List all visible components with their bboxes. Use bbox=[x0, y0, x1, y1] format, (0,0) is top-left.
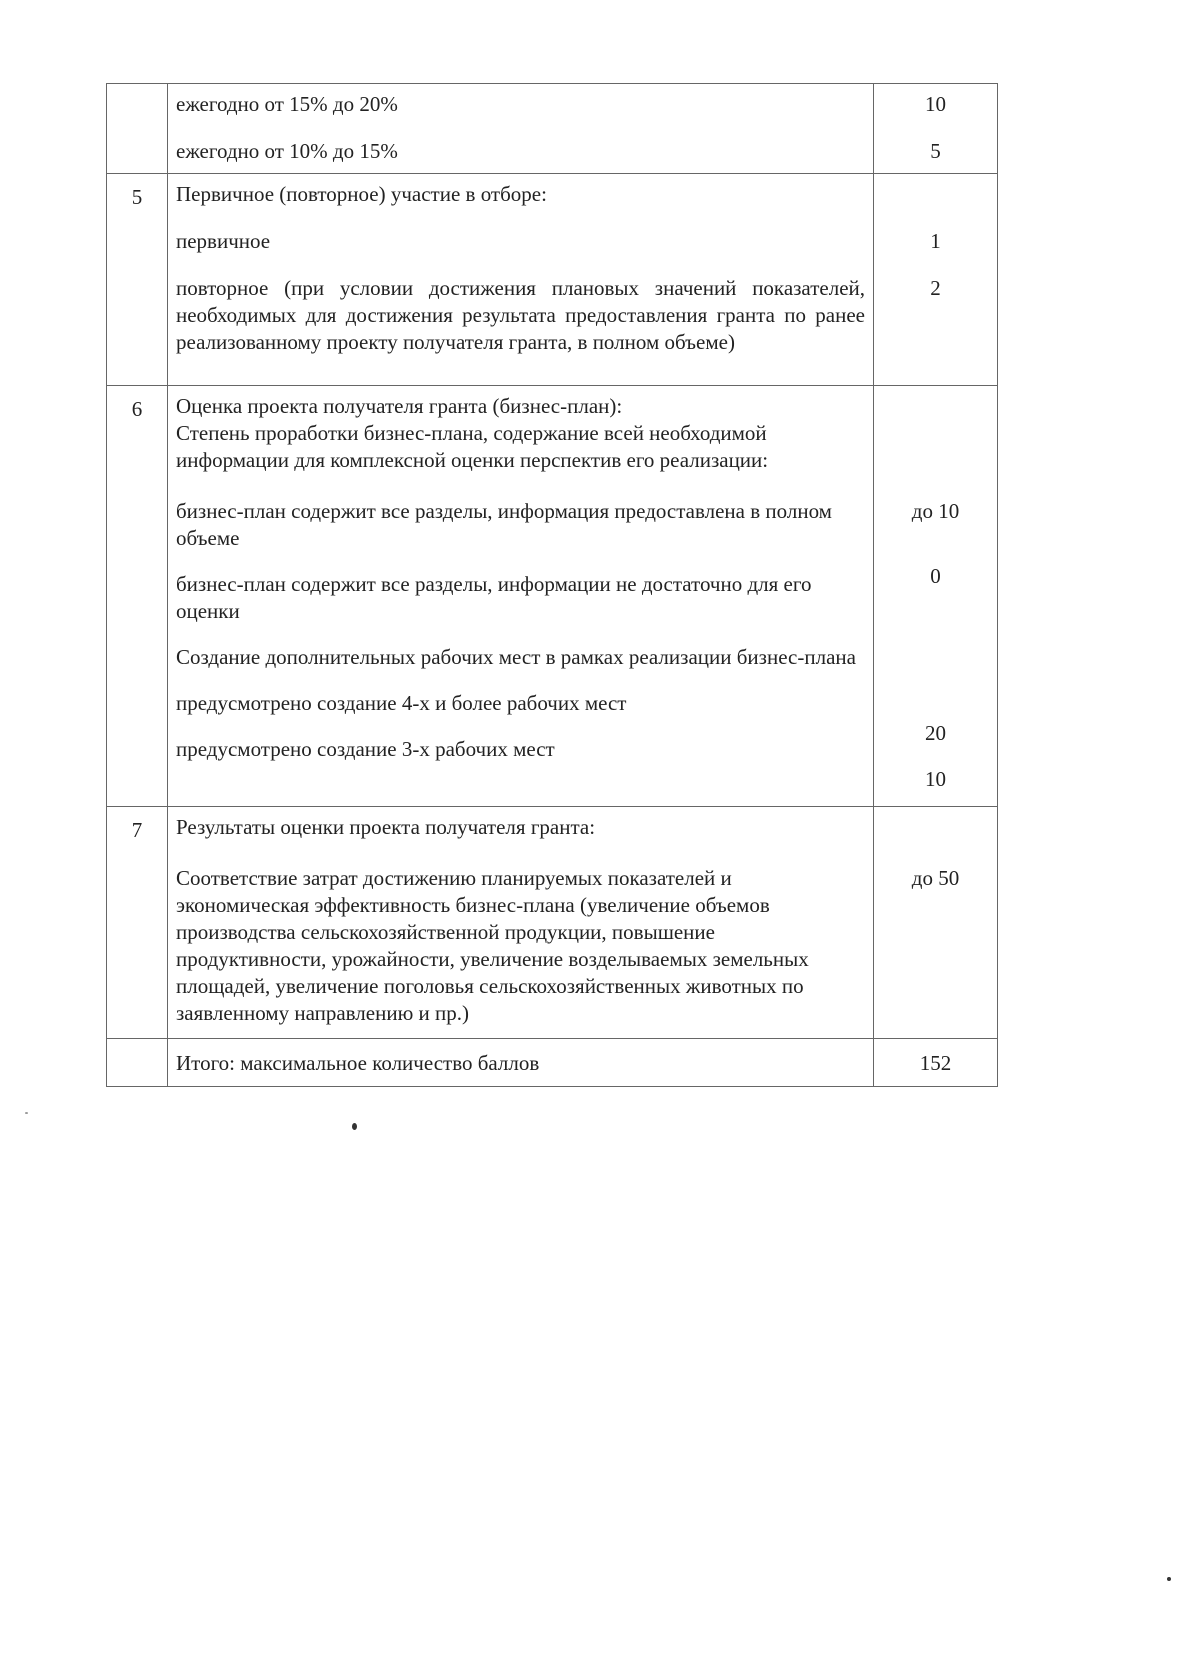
score-cell bbox=[874, 84, 998, 174]
score-value: 0 bbox=[930, 564, 941, 588]
scan-speck bbox=[25, 1112, 28, 1114]
table-row-total bbox=[107, 1039, 998, 1087]
table-row bbox=[107, 174, 998, 386]
table-row bbox=[107, 84, 998, 174]
criterion-text bbox=[168, 174, 874, 386]
scan-speck bbox=[352, 1123, 357, 1130]
criterion-option: предусмотрено создание 4-х и более рабочих мест bbox=[176, 691, 627, 715]
row-number bbox=[107, 84, 168, 174]
score-value: до 10 bbox=[911, 499, 960, 523]
score-value: 2 bbox=[930, 276, 941, 300]
score-value: до 50 bbox=[911, 866, 960, 890]
criterion-subheading: Создание дополнительных рабочих мест в рамках реализации бизнес-плана bbox=[176, 645, 856, 669]
criterion-option: бизнес-план содержит все разделы, информация предоставлена в полном объеме bbox=[176, 499, 832, 550]
score-cell bbox=[874, 807, 998, 1039]
criterion-option: первичное bbox=[176, 229, 271, 253]
row-number bbox=[107, 1039, 168, 1087]
score-value: 10 bbox=[925, 767, 946, 791]
criterion-option: ежегодно от 15% до 20% bbox=[176, 92, 398, 116]
row-number: 6 bbox=[107, 386, 168, 807]
criterion-option: ежегодно от 10% до 15% bbox=[176, 139, 398, 163]
criterion-option: Соответствие затрат достижению планируемых показателей и экономическая эффективность бизнес-плана (увеличение объемов производства сельскохозяйственной продукции, повышение продуктивности, урожайности, увеличение возделываемых земельных площадей, увеличение поголовья сельскохозяйственных животных по заявленному направлению и пр.) bbox=[176, 866, 809, 1025]
scan-speck bbox=[1167, 1577, 1171, 1581]
table-row bbox=[107, 807, 998, 1039]
score-cell bbox=[874, 174, 998, 386]
criterion-subheading: Степень проработки бизнес-плана, содержание всей необходимой информации для комплексной оценки перспектив его реализации: bbox=[176, 421, 769, 472]
row-number: 5 bbox=[107, 174, 168, 386]
score-value: 10 bbox=[925, 92, 946, 116]
total-label: Итого: максимальное количество баллов bbox=[168, 1039, 874, 1087]
scoring-criteria-table bbox=[106, 83, 998, 1087]
criterion-heading: Результаты оценки проекта получателя гранта: bbox=[176, 815, 596, 839]
criterion-heading: Первичное (повторное) участие в отборе: bbox=[176, 182, 547, 206]
row-number: 7 bbox=[107, 807, 168, 1039]
score-cell bbox=[874, 386, 998, 807]
criterion-option: повторное (при условии достижения плановых значений показателей, необходимых для достижения результата предоставления гранта по ранее реализованному проекту получателя гранта, в полном объеме) bbox=[176, 276, 865, 354]
criterion-heading: Оценка проекта получателя гранта (бизнес-план): bbox=[176, 394, 623, 418]
criterion-text bbox=[168, 807, 874, 1039]
score-value: 1 bbox=[930, 229, 941, 253]
criterion-text bbox=[168, 84, 874, 174]
total-score: 152 bbox=[874, 1039, 998, 1087]
table-row bbox=[107, 386, 998, 807]
criterion-text bbox=[168, 386, 874, 807]
criterion-option: предусмотрено создание 3-х рабочих мест bbox=[176, 737, 555, 761]
score-value: 20 bbox=[925, 721, 946, 745]
score-value: 5 bbox=[930, 139, 941, 163]
criterion-option: бизнес-план содержит все разделы, информации не достаточно для его оценки bbox=[176, 572, 812, 623]
